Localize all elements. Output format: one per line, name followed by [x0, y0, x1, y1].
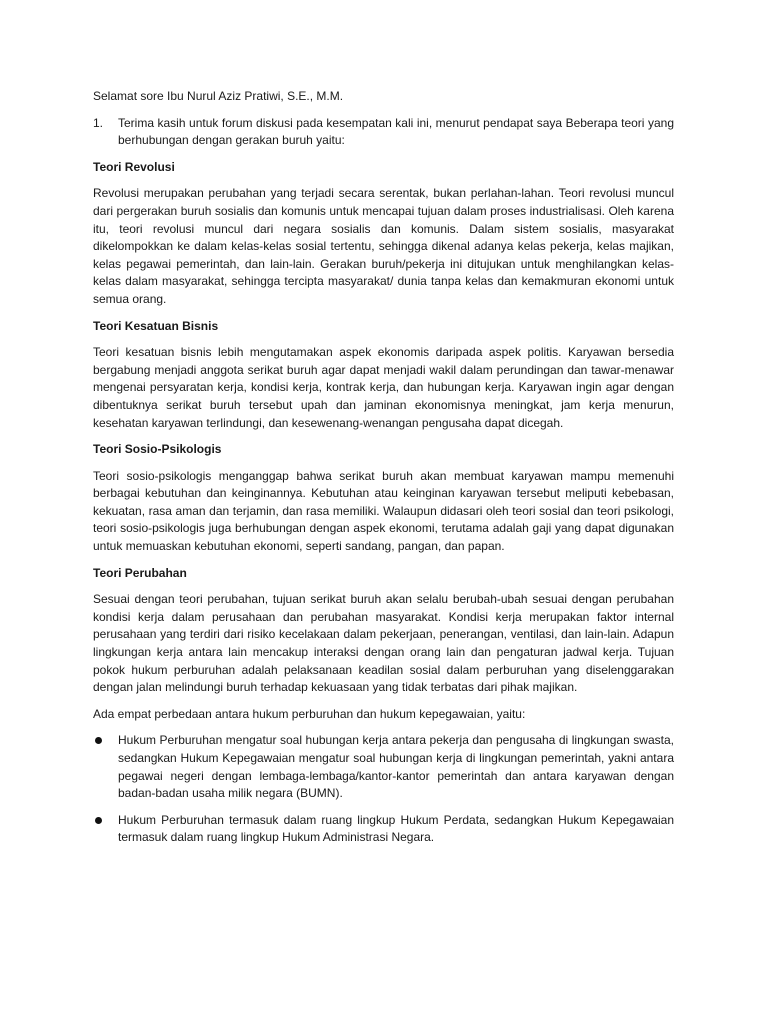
section-heading-perubahan: Teori Perubahan	[93, 565, 187, 580]
differences-intro: Ada empat perbedaan antara hukum perburuhan dan hukum kepegawaian, yaitu:	[93, 706, 526, 721]
greeting-line: Selamat sore Ibu Nurul Aziz Pratiwi, S.E., M.M.	[93, 89, 344, 103]
section-body-perubahan: Sesuai dengan teori perubahan, tujuan serikat buruh akan selalu berubah-ubah sesuai dengan perubahan kondisi kerja dalam perusahaan dan perubahan masyarakat. Kondisi kerja merupakan faktor internal perusahaan yang terdiri dari risiko kecelakaan dalam pekerjaan, penerangan, ventilasi, dan lain-lain. Adapun lingkungan kerja antara lain mencakup interaksi dengan orang lain dan pengaturan jadwal kerja. Tujuan pokok hukum perburuhan adalah pelaksanaan keadilan sosial dalam perburuhan yang diselenggarakan dengan jalan melindungi buruh terhadap kekuasaan yang tidak terbatas dari pihak majikan.	[93, 592, 674, 695]
bullet-text: Hukum Perburuhan termasuk dalam ruang lingkup Hukum Perdata, sedangkan Hukum Kepegawaian termasuk dalam ruang lingkup Hukum Administrasi Negara.	[118, 812, 674, 845]
section-body-kesatuan-bisnis: Teori kesatuan bisnis lebih mengutamakan aspek ekonomis daripada aspek politis. Karyawan bersedia bergabung menjadi anggota serikat buruh agar dapat menjadi wakil dalam perundingan dan tawar-menawar mengenai persyaratan kerja, kondisi kerja, kontrak kerja, dan hubungan kerja. Karyawan ingin agar dengan dibentuknya serikat buruh tersebut upah dan jaminan ekonomisnya meningkat, jam kerja menurun, kesehatan karyawan terlindungi, dan kesewenang-wenangan pengusaha dapat dicegah.	[93, 345, 674, 430]
section-heading-sosio-psikologis: Teori Sosio-Psikologis	[93, 442, 222, 457]
section-body-revolusi: Revolusi merupakan perubahan yang terjadi secara serentak, bukan perlahan-lahan. Teori revolusi muncul dari pergerakan buruh sosialis dan komunis untuk mencapai tujuan dalam proses industrialisasi. Oleh karena itu, teori revolusi muncul dari negara sosialis dan komunis. Dalam sistem sosialis, masyarakat dikelompokkan ke dalam kelas-kelas sosial tertentu, sehingga dikenal adanya kelas pekerja, kelas majikan, kelas pegawai pemerintah, dan lain-lain. Gerakan buruh/pekerja ini ditujukan untuk menghilangkan kelas-kelas dalam masyarakat, sehingga tercipta masyarakat/ dunia tanpa kelas dan kemakmuran ekonomi untuk semua orang.	[93, 186, 674, 306]
list-number: 1.	[93, 115, 104, 130]
differences-list	[93, 732, 674, 847]
list-item	[93, 732, 674, 802]
bullet-text: Hukum Perburuhan mengatur soal hubungan kerja antara pekerja dan pengusaha di lingkungan swasta, sedangkan Hukum Kepegawaian mengatur soal hubungan kerja di lingkungan pemerintah, yakni antara pegawai negeri dengan lembaga-lembaga/kantor-kantor pemerintah dan antara karyawan dengan badan-badan usaha milik negara (BUMN).	[118, 733, 674, 801]
list-item	[93, 812, 674, 847]
intro-numbered-item	[93, 115, 674, 150]
intro-paragraph: Terima kasih untuk forum diskusi pada kesempatan kali ini, menurut pendapat saya Beberapa teori yang berhubungan dengan gerakan buruh yaitu:	[118, 115, 674, 148]
bullet-icon	[93, 732, 118, 802]
bullet-icon	[93, 812, 118, 847]
section-heading-revolusi: Teori Revolusi	[93, 159, 175, 174]
section-heading-kesatuan-bisnis: Teori Kesatuan Bisnis	[93, 318, 219, 333]
section-body-sosio-psikologis: Teori sosio-psikologis menganggap bahwa serikat buruh akan membuat karyawan mampu memenuhi berbagai kebutuhan dan keinginannya. Kebutuhan atau keinginan karyawan tersebut meliputi kebebasan, kekuatan, rasa aman dan terjamin, dan rasa memiliki. Walaupun didasari oleh teori sosial dan teori psikologi, teori sosio-psikologis juga berhubungan dengan aspek ekonomi, terutama adalah gaji yang dapat digunakan untuk memuaskan kebutuhan ekonomi, seperti sandang, pangan, dan papan.	[93, 468, 674, 554]
